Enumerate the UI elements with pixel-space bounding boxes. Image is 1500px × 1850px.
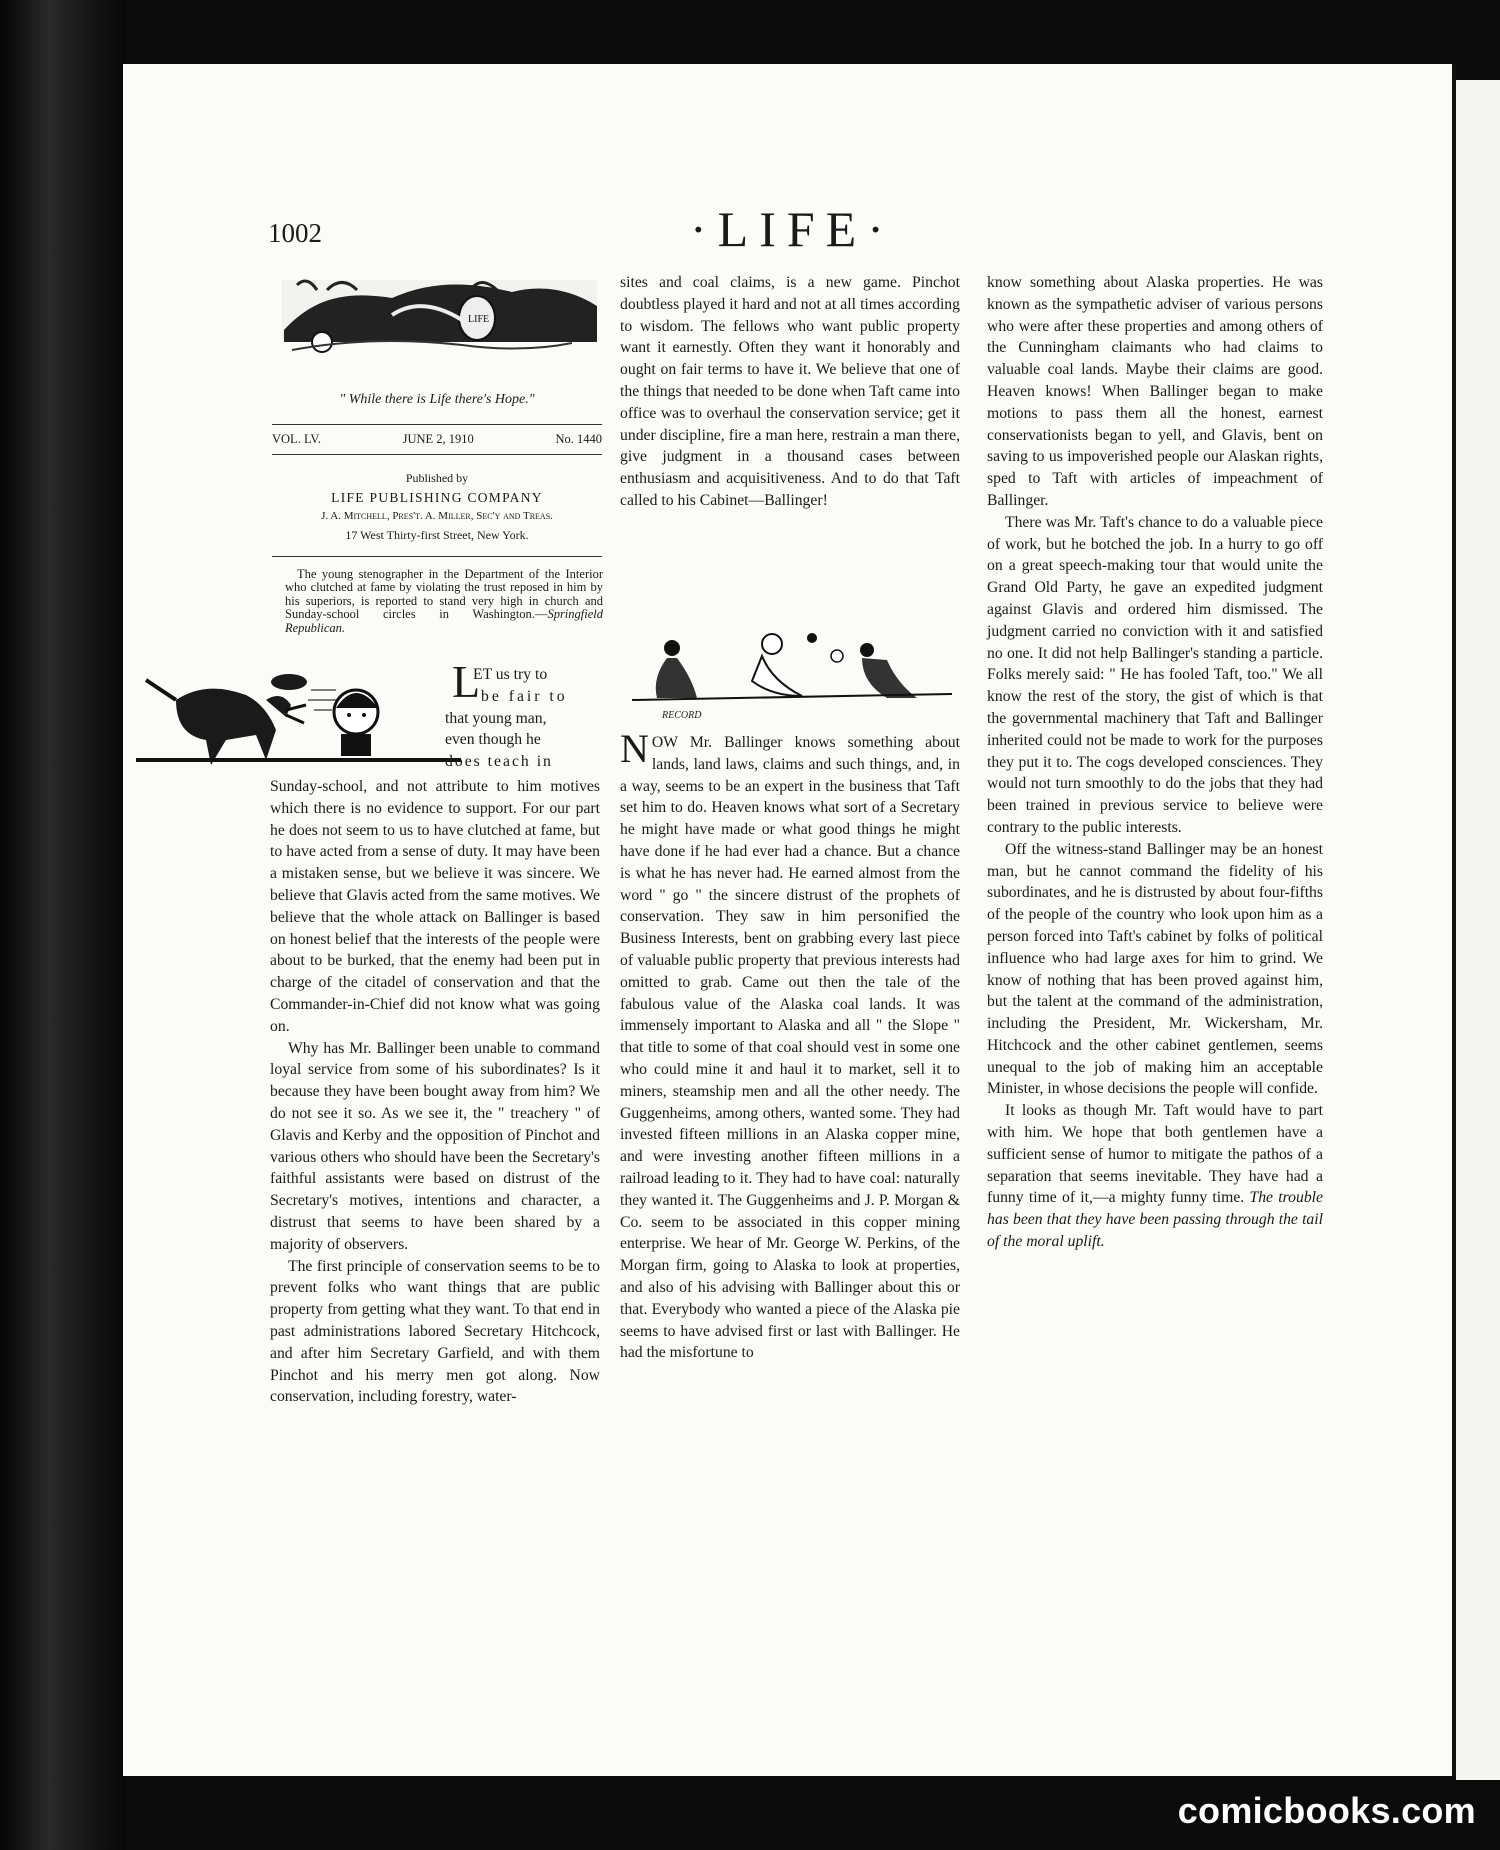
drop-cap-n: N — [620, 726, 649, 771]
column1-opening — [445, 664, 602, 773]
banner-motto: " While there is Life there's Hope." — [339, 392, 535, 407]
drop-cap-l: L — [452, 656, 481, 707]
adjacent-page-edge — [1456, 80, 1500, 1780]
scan-margin — [0, 0, 125, 1850]
paragraph: It looks as though Mr. Taft would have to part with him. We hope that both gentlemen have a sufficient sense of humor to mitigate the pathos of a separation that seems inevitable. They have had a funny time of it,—a mighty funny time. — [987, 1102, 1323, 1207]
paragraph: Sunday-school, and not attribute to him motives which there is no evidence to support. For our part he does not seem to us to have clutched at fame, but to have acted from a sense of duty. It may have been a mistaken sense, but we believe it was sincere. We believe that Glavis acted from the same motives. We believe that the whole attack on Ballinger is based on honest belief that the interests of the people were about to be burked, that the enemy had been put in charge of the citadel of conservation and that the Commander-in-Chief did not know what was going on. — [270, 778, 600, 1035]
issue-number: No. 1440 — [555, 432, 602, 446]
tug-of-war-cartoon — [622, 628, 962, 723]
banner-illustration — [272, 270, 602, 394]
paragraph: There was Mr. Taft's chance to do a valuable piece of work, but he botched the job. In a hurry to go off on a great speech-making tour that would unite the Grand Old Party, he gave an expedited judgment against Glavis and ordered him dismissed. The judgment carried no conviction with it and satisfied no one. It did not help Ballinger's standing a particle. Folks merely said: " He has fooled Taft, too." We all know the rest of the story, the gist of which is that the governmental machinery that Taft and Ballinger inherited could not be made to work for the purposes they put it to. The cogs developed consciences. They would not turn smoothly to do the jobs that they had been trained in previous service to believe were contrary to the public interests. — [987, 513, 1323, 836]
quote-text: The young stenographer in the Department of the Interior who clutched at fame by violating the trust reposed in him by his superiors, is reported to stand very high in church and Sunday-school circles in Washington.— — [285, 567, 603, 622]
opening-line: that young man, — [445, 709, 547, 727]
masthead-title: ·LIFE· — [690, 201, 895, 257]
watermark: comicbooks.com — [1177, 1790, 1476, 1831]
rule-quote — [272, 556, 602, 557]
volume-number: VOL. LV. — [272, 432, 321, 446]
opening-line: does teach in — [445, 753, 553, 771]
opening-line: even though he — [445, 731, 541, 749]
publisher-address: 17 West Thirty-first Street, New York. — [345, 528, 529, 542]
publisher-officers: J. A. Mitchell, Pres't. A. Miller, Sec'y and Treas. — [321, 510, 553, 522]
quoted-paragraph — [285, 568, 603, 635]
rule-bottom — [272, 454, 602, 455]
paragraph: The first principle of conservation seems to be to prevent folks who want things that are public property from getting what they want. To that end in past administrations labored Secretary Hitchcock, and after him Secretary Garfield, and with them Pinchot and his merry men got along. Now conservation, including forestry, water- — [270, 1257, 600, 1406]
issue-date: JUNE 2, 1910 — [402, 432, 474, 446]
bull-cartoon — [136, 660, 461, 775]
cartoon-label: RECORD — [662, 710, 702, 721]
paragraph: sites and coal claims, is a new game. Pinchot doubtless played it hard and not at all times according to wisdom. The fellows who want public property want it earnestly. Often they want it honorably and ought on fair terms to have it. We believe that one of the things that needed to be done when Taft came into office was to overhaul the conservation service; get it under discipline, fire a man here, restrain a man there, give judgment in a thousand cases between enthusiasm and acquisitiveness. And to do that Taft called to his Cabinet—Ballinger! — [620, 274, 960, 509]
paragraph: Off the witness-stand Ballinger may be an honest man, but he cannot command the fidelity of his subordinates, and he is distrusted by about four-fifths of the people of the country who look upon him as a person forced into Taft's cabinet by folks of political influence who had large axes for him to grind. We know of nothing that has been proved against him, but the talent at the command of the administration, including the President, Mr. Wickersham, Mr. Hitchcock and the other cabinet gentlemen, seems unequal to the job of making him an acceptable Minister, in whose decisions the people will confide. — [987, 840, 1323, 1098]
rule-top — [272, 424, 602, 425]
column-2-continued — [620, 726, 960, 1364]
publisher-company: LIFE PUBLISHING COMPANY — [331, 490, 543, 505]
svg-text:LIFE: LIFE — [468, 314, 490, 325]
quote-source: Springfield Republican. — [285, 607, 603, 635]
page-number: 1002 — [268, 218, 322, 248]
published-by: Published by — [405, 471, 469, 485]
paragraph: Why has Mr. Ballinger been unable to command loyal service from some of his subordinates? Is it because they have been bought away from him? We do not see it so. As we see it, the " treachery " of Glavis and Kerby and the opposition of Pinchot and various others who should have been the Secretary's faithful assistants were based on distrust of the Secretary's motives, intentions and character, a distrust that seems to have been shared by a majority of observers. — [270, 1039, 600, 1253]
column-1 — [270, 776, 600, 1408]
column-2 — [620, 272, 960, 512]
column-3 — [987, 272, 1323, 1253]
paragraph: OW Mr. Ballinger knows something about lands, land laws, claims and such things, and, in a way, seems to be an expert in the business that Taft set him to do. Heaven knows what sort of a Secretary he might have made or what good things he might have done if he had ever had a chance. But a chance is what he has never had. He earned almost from the word " go " the sincere distrust of the prophets of conservation. They saw in him personified the Business Interests, bent on grabbing every last piece of valuable public property that previous interests had omitted to grab. Came out then the tale of the fabulous value of the Alaska coal lands. It was immensely important to Alaska and all " the Slope " that title to some of that coal should vest in some one who could mine it and haul it to market, sell it to miners, steamship men and all the other needy. The Guggenheims, among others, wanted some. They had invested fifteen millions in an Alaska copper mine, and were investing another fifteen millions in a railroad leading to it. They had to have coal: naturally they wanted it. The Guggenheims and J. P. Morgan & Co. seem to be associated in this copper mining enterprise. We hear of Mr. George W. Perkins, of the Morgan firm, going to Alaska to look at properties, and also of his advising with Ballinger about this or that. Everybody who wanted a piece of the Alaska pie seems to have advised first or last with Ballinger. He had the misfortune to — [620, 734, 960, 1362]
volume-line — [272, 432, 602, 447]
opening-line: be fair to — [481, 687, 568, 705]
paragraph: know something about Alaska properties. He was known as the sympathetic adviser of various persons who were after these properties and among others of the Cunningham claimants who had claims to valuable coal lands. Maybe their claims are good. Heaven knows! When Ballinger began to make motions to pass them all the honest, earnest conservationists began to yell, and Glavis, bent on saving to us impoverished people our Alaskan rights, sped to Taft with articles of impeachment of Ballinger. — [987, 274, 1323, 509]
opening-line: ET us try to — [473, 666, 548, 683]
closing-italic: The trouble has been that they have been passing through the tail of the moral uplift. — [987, 1189, 1324, 1251]
publisher-block — [272, 469, 602, 545]
